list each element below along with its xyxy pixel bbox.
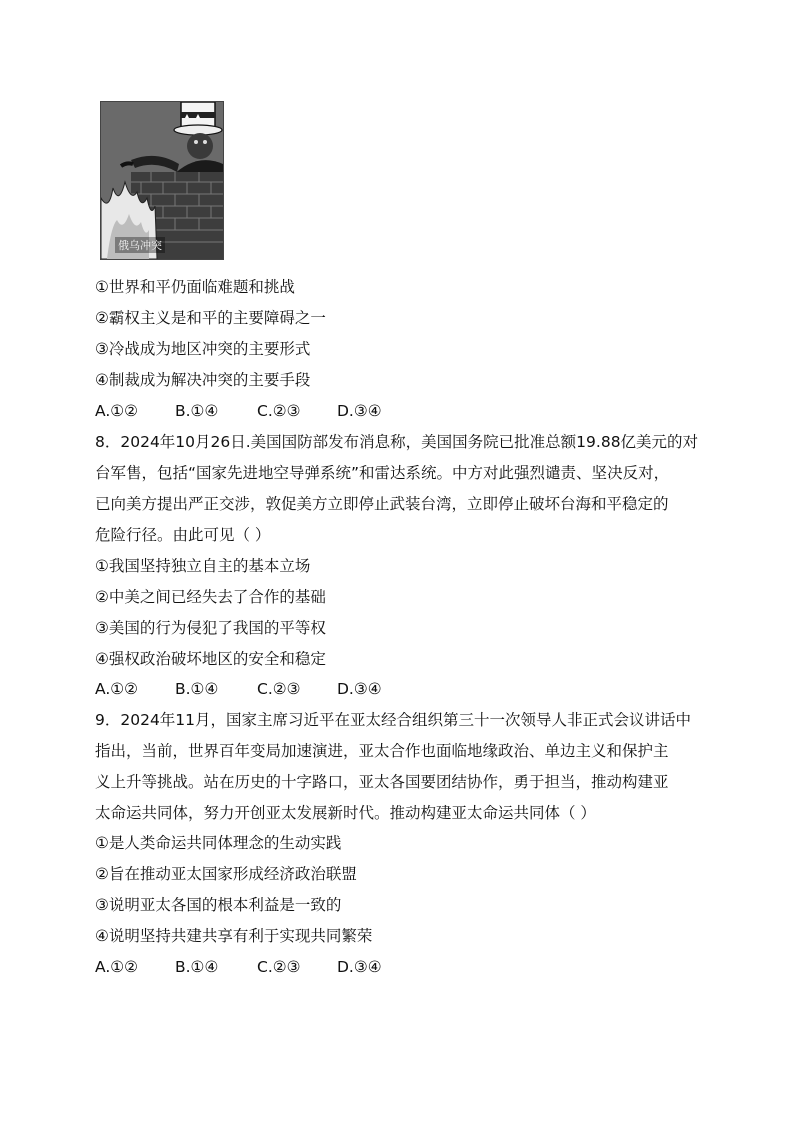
q7-options bbox=[95, 401, 382, 421]
q9-option-c[interactable]: C.②③ bbox=[257, 958, 301, 976]
q7-statement-1: ①世界和平仍面临难题和挑战 bbox=[95, 278, 295, 296]
q8-stem-line-1: 8．2024年10月26日.美国国防部发布消息称，美国国务院已批准总额19.88亿美元的对 bbox=[95, 433, 699, 451]
q9-stem-line-2: 指出，当前，世界百年变局加速演进，亚太合作也面临地缘政治、单边主义和保护主 bbox=[95, 742, 669, 760]
cartoon-image bbox=[100, 101, 224, 260]
q9-option-a[interactable]: A.①② bbox=[95, 958, 139, 976]
q8-statement-1: ①我国坚持独立自主的基本立场 bbox=[95, 557, 311, 575]
q8-options bbox=[95, 679, 382, 699]
q9-option-d[interactable]: D.③④ bbox=[337, 958, 382, 976]
q8-option-a[interactable]: A.①② bbox=[95, 680, 139, 698]
cartoon-caption: 俄乌冲突 bbox=[115, 237, 165, 253]
q7-statement-2: ②霸权主义是和平的主要障碍之一 bbox=[95, 309, 326, 327]
q7-statement-4: ④制裁成为解决冲突的主要手段 bbox=[95, 371, 311, 389]
q7-option-d[interactable]: D.③④ bbox=[337, 402, 382, 420]
q9-stem-line-3: 义上升等挑战。站在历史的十字路口，亚太各国要团结协作，勇于担当，推动构建亚 bbox=[95, 773, 669, 791]
q8-stem-line-2: 台军售，包括“国家先进地空导弹系统”和雷达系统。中方对此强烈谴责、坚决反对， bbox=[95, 464, 670, 482]
q8-option-b[interactable]: B.①④ bbox=[175, 680, 219, 698]
q8-stem-line-3: 已向美方提出严正交涉，敦促美方立即停止武装台湾，立即停止破坏台海和平稳定的 bbox=[95, 495, 669, 513]
cartoon-drawing bbox=[101, 102, 223, 259]
q9-stem-line-1: 9．2024年11月，国家主席习近平在亚太经合组织第三十一次领导人非正式会议讲话中 bbox=[95, 711, 692, 729]
q7-option-a[interactable]: A.①② bbox=[95, 402, 139, 420]
q9-statement-2: ②旨在推动亚太国家形成经济政治联盟 bbox=[95, 865, 357, 883]
q9-statement-3: ③说明亚太各国的根本利益是一致的 bbox=[95, 896, 342, 914]
q7-option-c[interactable]: C.②③ bbox=[257, 402, 301, 420]
q9-options bbox=[95, 957, 382, 977]
q9-stem-line-4: 太命运共同体，努力开创亚太发展新时代。推动构建亚太命运共同体（ ） bbox=[95, 804, 596, 822]
q7-option-b[interactable]: B.①④ bbox=[175, 402, 219, 420]
q7-statement-3: ③冷战成为地区冲突的主要形式 bbox=[95, 340, 311, 358]
q8-statement-4: ④强权政治破坏地区的安全和稳定 bbox=[95, 650, 326, 668]
q9-statement-4: ④说明坚持共建共享有利于实现共同繁荣 bbox=[95, 927, 373, 945]
q9-option-b[interactable]: B.①④ bbox=[175, 958, 219, 976]
q9-statement-1: ①是人类命运共同体理念的生动实践 bbox=[95, 834, 342, 852]
q8-stem-line-4: 危险行径。由此可见（ ） bbox=[95, 526, 271, 544]
q8-option-c[interactable]: C.②③ bbox=[257, 680, 301, 698]
q8-statement-3: ③美国的行为侵犯了我国的平等权 bbox=[95, 619, 326, 637]
q8-statement-2: ②中美之间已经失去了合作的基础 bbox=[95, 588, 326, 606]
q8-option-d[interactable]: D.③④ bbox=[337, 680, 382, 698]
